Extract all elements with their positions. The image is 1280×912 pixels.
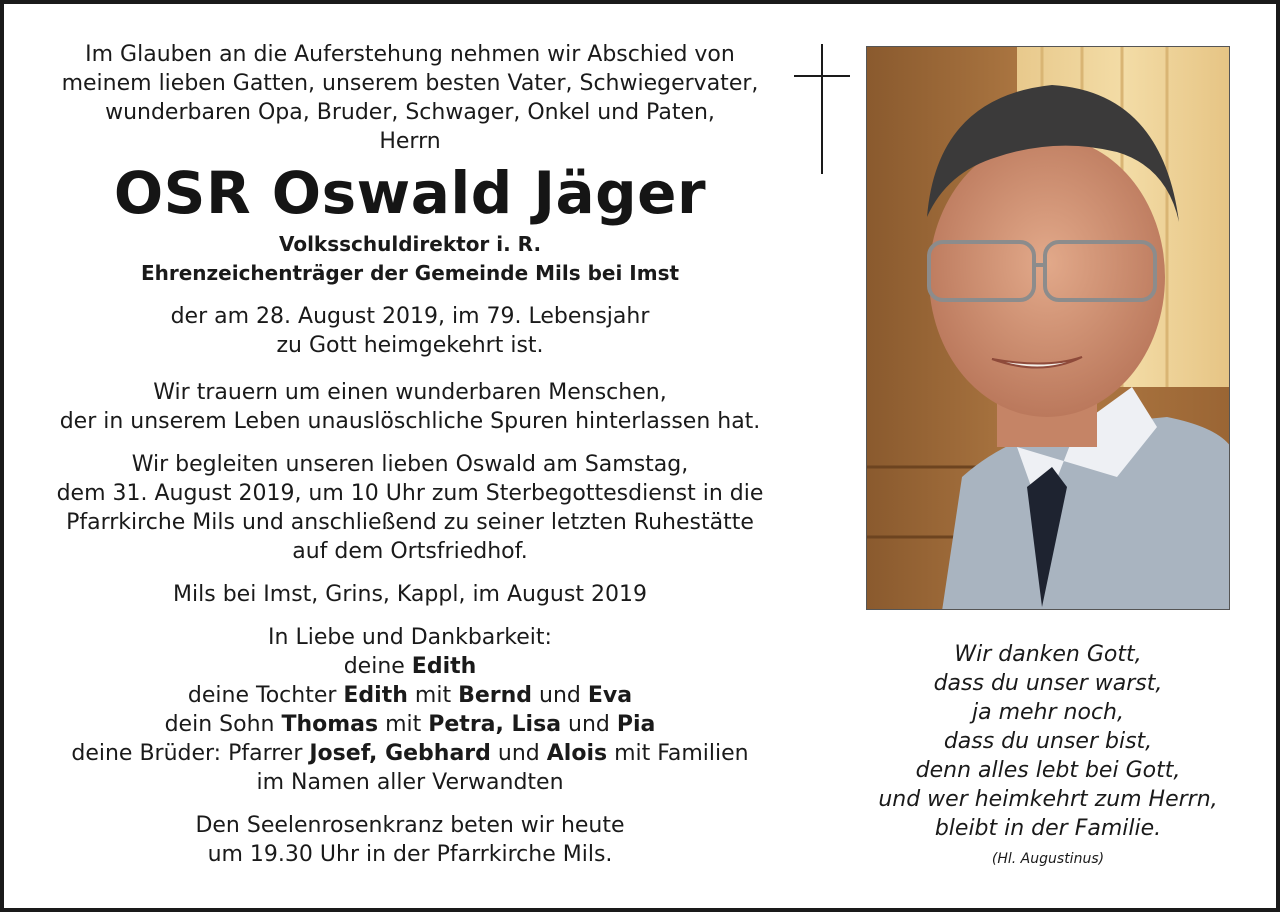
family-relatives: im Namen aller Verwandten xyxy=(256,770,564,795)
cross-icon xyxy=(794,44,850,174)
quote-line-5: denn alles lebt bei Gott, xyxy=(915,758,1181,783)
family-brothers: deine Brüder: Pfarrer Josef, Gebhard und Alois mit Familien xyxy=(71,741,749,766)
intro-line-3: wunderbaren Opa, Bruder, Schwager, Onkel und Paten, xyxy=(105,100,715,125)
quote-source: (Hl. Augustinus) xyxy=(991,851,1105,867)
funeral-line-1: Wir begleiten unseren lieben Oswald am Samstag, xyxy=(131,452,689,477)
death-line-1: der am 28. August 2019, im 79. Lebensjahr xyxy=(170,304,650,329)
portrait-photo xyxy=(866,46,1230,610)
quote-line-2: dass du unser warst, xyxy=(933,671,1163,696)
mourn-line-1: Wir trauern um einen wunderbaren Menschen, xyxy=(153,380,667,405)
intro-line-4: Herrn xyxy=(379,129,441,154)
quote-line-6: und wer heimkehrt zum Herrn, xyxy=(878,787,1218,812)
title-line-2: Ehrenzeichenträger der Gemeinde Mils bei Imst xyxy=(140,261,680,285)
rosary-line-2: um 19.30 Uhr in der Pfarrkirche Mils. xyxy=(207,842,613,867)
family-wife: deine Edith xyxy=(343,654,477,679)
quote-line-7: bleibt in der Familie. xyxy=(934,816,1162,841)
quote-line-4: dass du unser bist, xyxy=(943,729,1153,754)
deceased-name: OSR Oswald Jäger xyxy=(113,159,707,227)
family-son: dein Sohn Thomas mit Petra, Lisa und Pia xyxy=(164,712,656,737)
intro-line-1: Im Glauben an die Auferstehung nehmen wir Abschied von xyxy=(85,42,735,67)
quote-line-1: Wir danken Gott, xyxy=(954,642,1142,667)
closing-quote xyxy=(866,640,1230,869)
notice-text-column xyxy=(30,40,790,869)
funeral-line-3: Pfarrkirche Mils und anschließend zu seiner letzten Ruhestätte xyxy=(66,510,754,535)
family-daughter: deine Tochter Edith mit Bernd und Eva xyxy=(187,683,633,708)
title-line-1: Volksschuldirektor i. R. xyxy=(278,232,542,256)
quote-line-3: ja mehr noch, xyxy=(972,700,1124,725)
funeral-line-2: dem 31. August 2019, um 10 Uhr zum Sterbegottesdienst in die xyxy=(56,481,764,506)
family-heading: In Liebe und Dankbarkeit: xyxy=(268,625,552,650)
death-line-2: zu Gott heimgekehrt ist. xyxy=(276,333,544,358)
portrait-illustration xyxy=(867,47,1230,610)
funeral-line-4: auf dem Ortsfriedhof. xyxy=(292,539,528,564)
intro-line-2: meinem lieben Gatten, unserem besten Vater, Schwiegervater, xyxy=(61,71,759,96)
mourn-line-2: der in unserem Leben unauslöschliche Spuren hinterlassen hat. xyxy=(59,409,761,434)
rosary-line-1: Den Seelenrosenkranz beten wir heute xyxy=(195,813,625,838)
place-date: Mils bei Imst, Grins, Kappl, im August 2019 xyxy=(173,582,647,607)
